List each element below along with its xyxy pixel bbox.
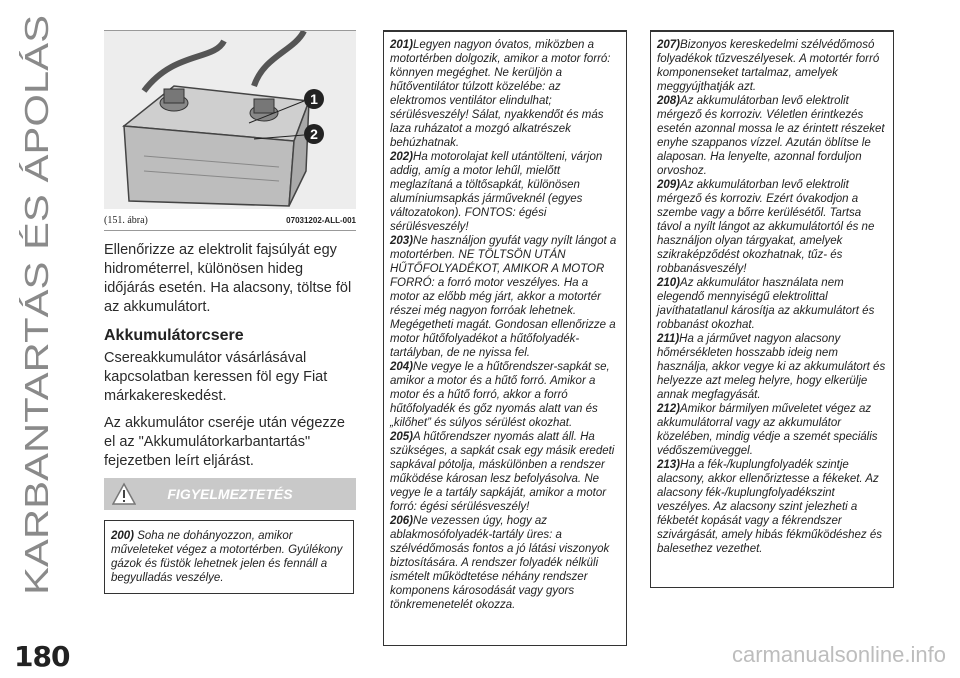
warning-item-text: Soha ne dohányozzon, amikor műveleteket végez a motortérben. Gyúlékony gázok és füstök lehetnek jelen és fennáll a begyulladás veszélye.: [111, 530, 343, 584]
warning-item-text: Amikor bármilyen műveletet végez az akkumulátorral vagy az akkumulátor közelében, mindig védje a szemét speciális védőszemüveggel.: [657, 403, 878, 457]
warning-item-number: 202): [390, 151, 414, 163]
warning-item-text: Ne vegye le a hűtőrendszer-sapkát se, amikor a motor és a hűtő forró. Amikor a motor és a hűtő forró, akkor a forró hűtőfolyadék és gőz nyomás alatt van és „kilőhet” és súlyos sérülést okozhat.: [390, 361, 610, 429]
warning-item: [390, 38, 620, 150]
battery-figure: [104, 30, 356, 209]
warning-item-number: 212): [657, 403, 681, 415]
section-heading: Akkumulátorcsere: [104, 327, 244, 344]
warning-item-number: 213): [657, 459, 681, 471]
warning-item-number: 208): [657, 95, 681, 107]
column-middle-warnings: [383, 30, 627, 646]
intro-paragraph: Ellenőrizze az elektrolit fajsúlyát egy hidrométerrel, különösen hideg időjárás esetén. Ha alacsony, töltse föl az akkumulátort.: [104, 242, 352, 315]
warning-item-number: 201): [390, 39, 414, 51]
figure-caption-label: (151. ábra): [104, 215, 148, 226]
warning-item: [657, 458, 887, 556]
warning-item-text: Az akkumulátorban levő elektrolit mérgező és korroziv. Ezért óvakodjon a szembe vagy a bőrre kerülésétől. Tartsa távol a nyílt lángot az akkumulátortól és ne használjon olyan tárgyakat, amelyek szikraképződést okozhatnak, tűz- és robbanásveszély!: [657, 179, 875, 275]
warning-item-text: A hűtőrendszer nyomás alatt áll. Ha szükséges, a sapkát csak egy másik eredeti sapkával pótolja, máskülönben a rendszer működése károsan lesz befolyásolva. Ne vegye le a tartály sapkáját, amikor a motor forró: égési sérülésveszély!: [390, 431, 615, 513]
replacement-paragraph-2: Az akkumulátor cseréje után végezze el az "Akkumulátorkarbantartás" fejezetben leírt eljárást.: [104, 415, 345, 469]
warning-item-number: 205): [390, 431, 414, 443]
callout-2: 2: [310, 126, 318, 142]
warning-item: [390, 150, 620, 234]
warning-item: [657, 178, 887, 276]
warning-item-number: 207): [657, 39, 681, 51]
warning-item-text: Legyen nagyon óvatos, miközben a motortérben dolgozik, amikor a motor forró: könnyen megéghet. Ne kerüljön a hűtőventilátor túlzott közelébe: az elektromos ventilátor elindulhat; sérülésveszély! Sálat, nyakkendőt és más laza ruházatot a mozgó alkatrészek behúzhatnak.: [390, 39, 611, 149]
warning-item-number: 204): [390, 361, 414, 373]
warning-item: [390, 360, 620, 430]
column-right-warnings: [650, 30, 894, 588]
callout-1: 1: [310, 91, 318, 107]
warning-title: FIGYELMEZTETÉS: [167, 486, 293, 502]
warning-item-text: Ha a járművet nagyon alacsony hőmérsékleten hosszabb ideig nem használja, akkor vegye ki az akkumulátort és helyezze azt meleg helyre, hogy elkerülje annak megfagyását.: [657, 333, 886, 401]
warning-item-number: 209): [657, 179, 681, 191]
warning-item-number: 211): [657, 333, 680, 345]
warning-item-text: Ne használjon gyufát vagy nyílt lángot a motortérben. NE TÖLTSÖN UTÁN HŰTŐFOLYADÉKOT, AMIKOR A MOTOR FORRÓ: a forró motor veszélyes. Ha a motor az előbb még járt, akkor a motortér részei még nagyon forróak lehetnek. Megégetheti magát. Gondosan ellenőrizze a motor hűtőfolyadékot a hűtőfolyadék-tartályban, de ne nyissa fel.: [390, 235, 617, 359]
warning-item: [657, 276, 887, 332]
figure-code: 07031202-ALL-001: [286, 216, 356, 225]
warning-item: [390, 430, 620, 514]
section-title-text: KARBANTARTÁS ÉS ÁPOLÁS: [18, 137, 55, 595]
warning-item-text: Ne vezessen úgy, hogy az ablakmosófolyadék-tartály üres: a szélvédőmosás fontos a jó látási viszonyok biztosítására. A rendszer folyadék nélküli ismételt működtetése néhány rendszer komponens károsodását vagy gyors tönkremenetelét okozza.: [390, 515, 610, 611]
warning-item-text: Bizonyos kereskedelmi szélvédőmosó folyadékok tűzveszélyesek. A motortér forró komponenseket tartalmaz, amelyek meggyújthatják azt.: [657, 39, 880, 93]
warning-item-number: 206): [390, 515, 414, 527]
warning-item: [657, 94, 887, 178]
warning-item: [657, 402, 887, 458]
warning-item: [111, 529, 347, 585]
battery-illustration: [104, 31, 356, 209]
watermark-text: carmanualsonline.info: [731, 642, 946, 667]
warning-item: [390, 234, 620, 360]
warning-item: [657, 332, 887, 402]
warning-item-text: Az akkumulátorban levő elektrolit mérgező és korroziv. Véletlen érintkezés esetén azonnal mossa le az érintett részeket enyhe szappanos vízzel. Azután öblítse le alaposan. Ha lenyelte, azonnal forduljon orvoshoz.: [657, 95, 885, 177]
warning-box: [104, 520, 354, 594]
warning-banner: [104, 478, 356, 510]
warning-item: [390, 514, 620, 612]
warning-item: [657, 38, 887, 94]
warning-item-text: Az akkumulátor használata nem elegendő mennyiségű elektrolittal javíthatatlanul károsítja az akkumulátort és robbanást okozhat.: [657, 277, 875, 331]
replacement-paragraph-1: Csereakkumulátor vásárlásával kapcsolatban keressen föl egy Fiat márkakereskedést.: [104, 350, 328, 404]
warning-item-text: Ha motorolajat kell utántölteni, várjon addig, amíg a motor lehűl, mielőtt meglazítaná a töltősapkát, különösen alumíniumsapkás járműveknél (egyes változatokon). FONTOS: égési sérülésveszély!: [390, 151, 603, 233]
warning-item-number: 203): [390, 235, 414, 247]
warning-item-number: 210): [657, 277, 681, 289]
figure-caption: [104, 209, 356, 231]
page-number: 180: [14, 640, 70, 673]
warning-item-text: Ha a fék-/kuplungfolyadék szintje alacsony, akkor ellenőriztesse a fékeket. Az alacsony fék-/kuplungfolyadékszint veszélyes. Az alacsony szint jelezheti a fékbetét kopását vagy a fékrendszer szivárgását, amely hibás fékműködéshez és balesethez vezethet.: [657, 459, 882, 555]
section-side-title: [8, 10, 70, 600]
warning-item-number: 200): [111, 530, 135, 542]
column-left: [104, 30, 356, 471]
